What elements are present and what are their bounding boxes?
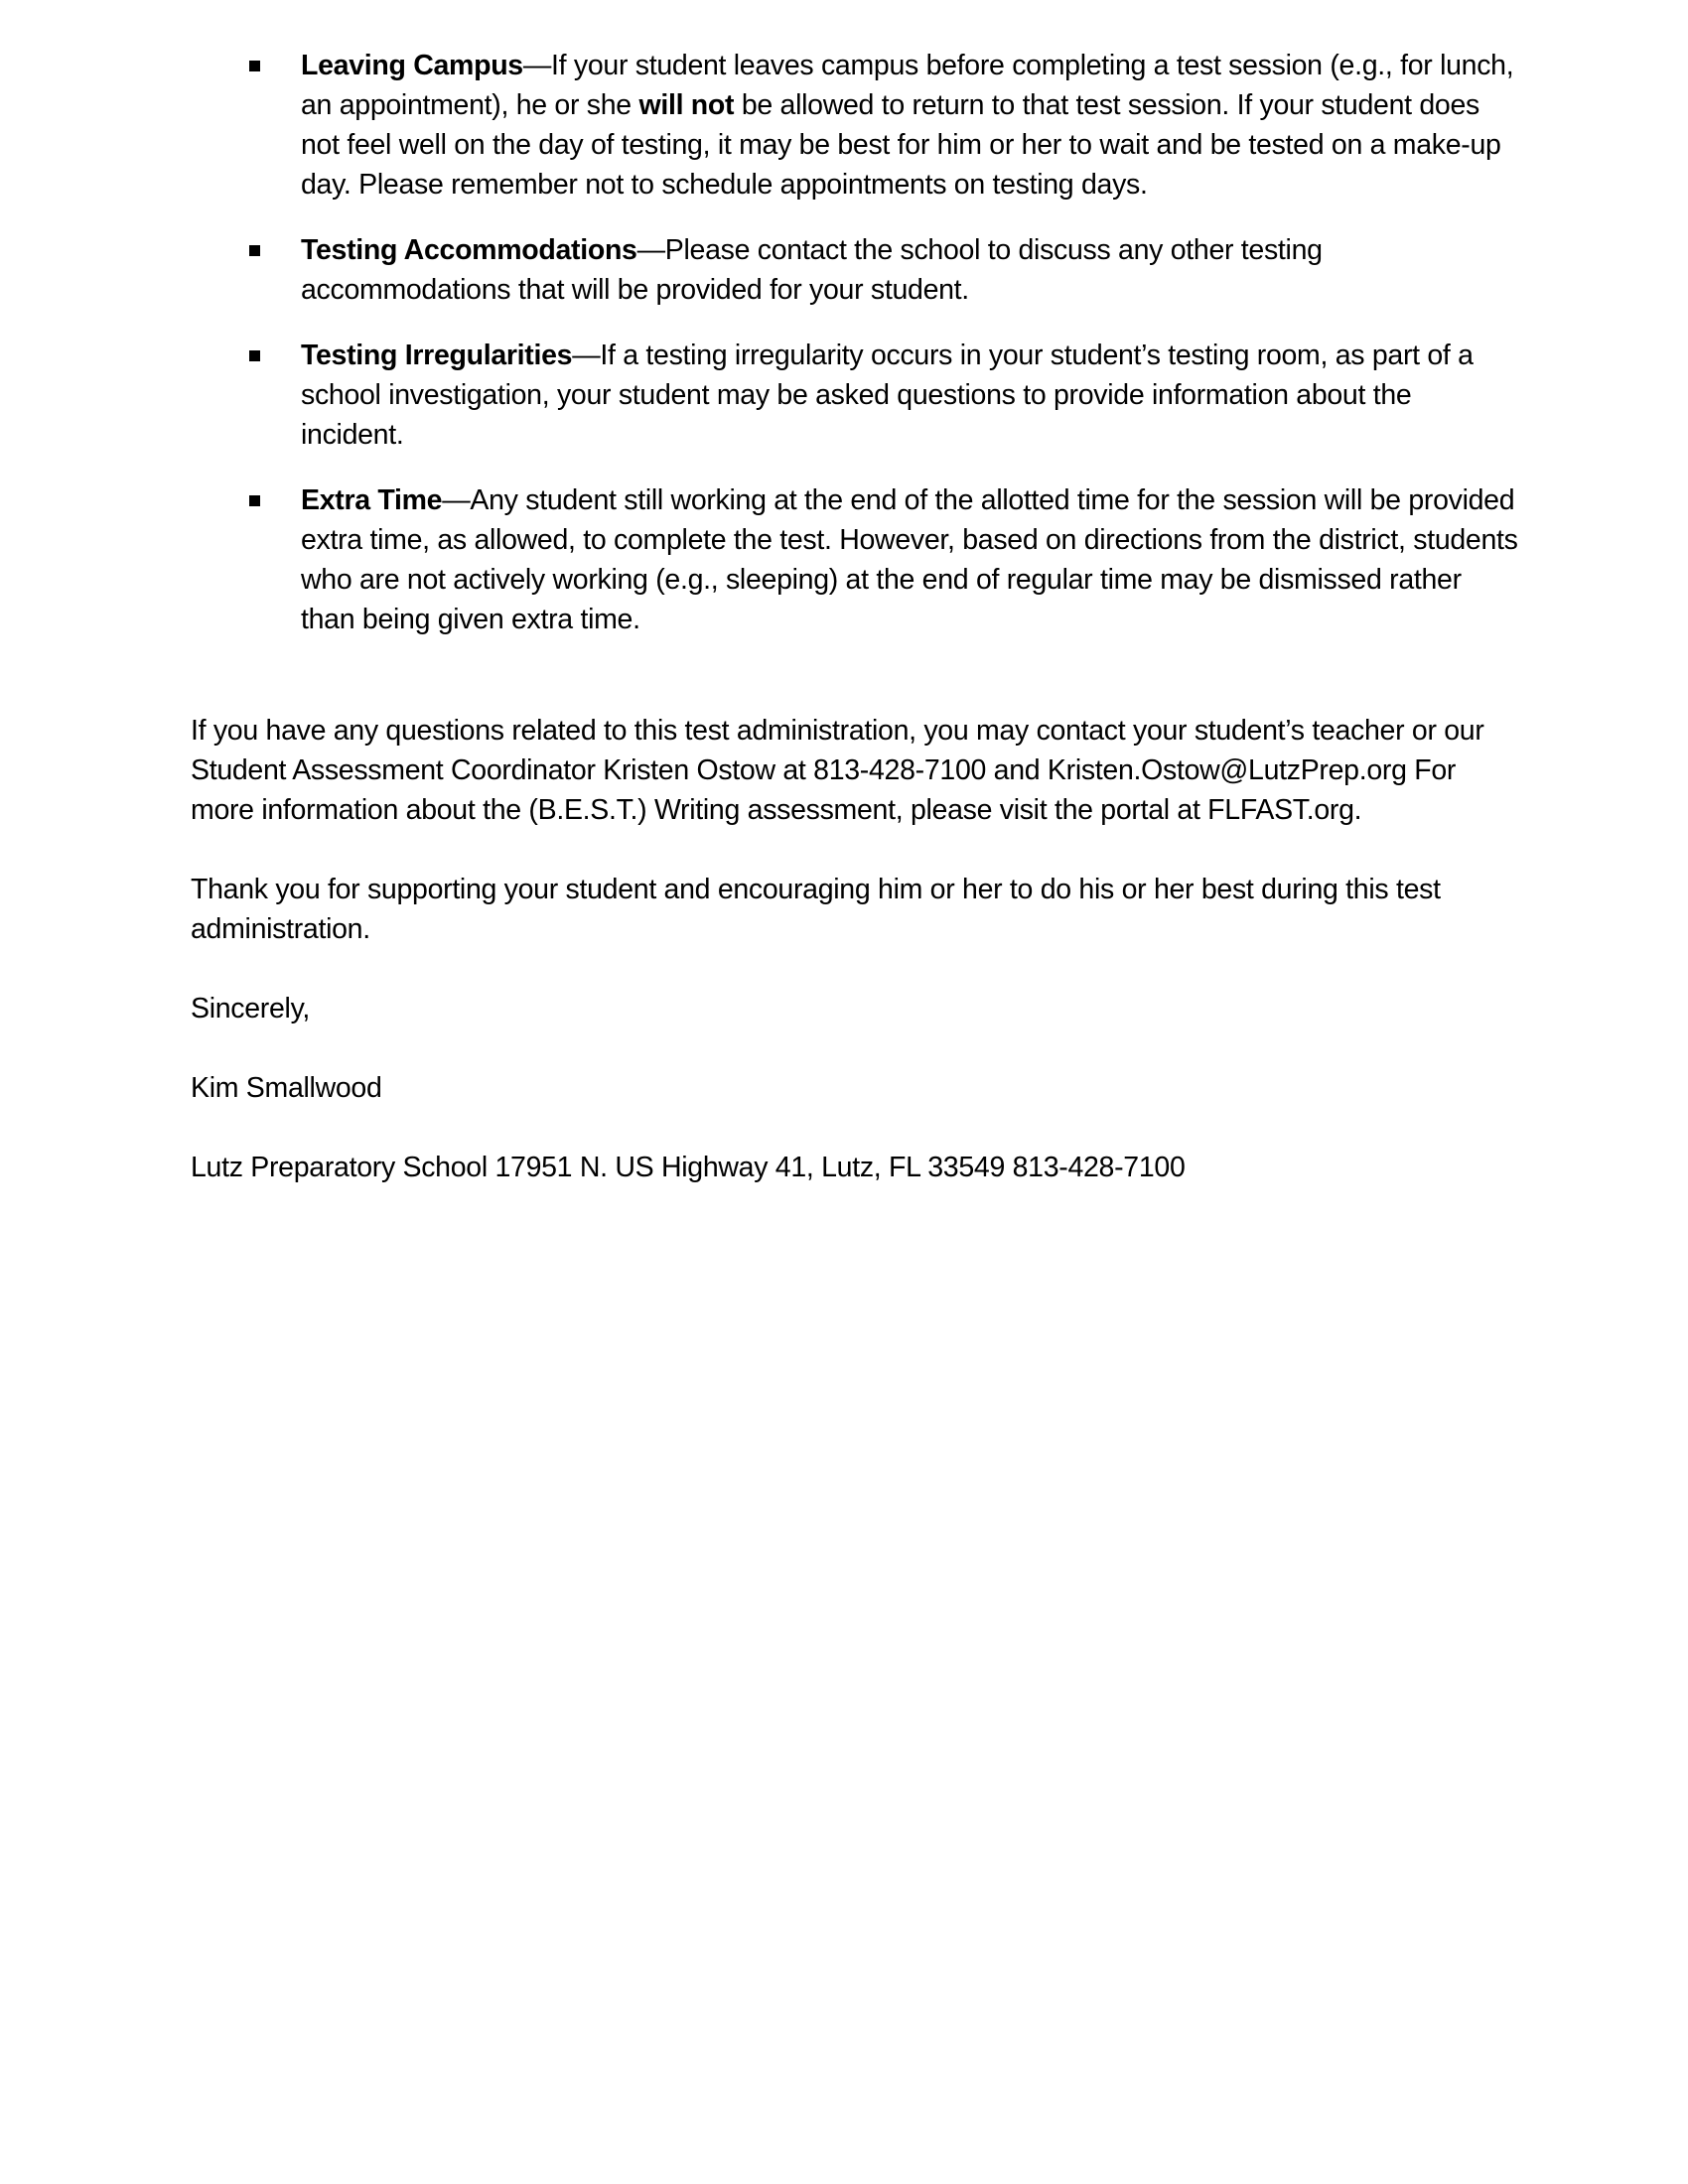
signature-name: Kim Smallwood — [191, 1072, 382, 1104]
list-item — [191, 480, 1519, 639]
school-address-line: Lutz Preparatory School 17951 N. US Highway 41, Lutz, FL 33549 813-428-7100 — [191, 1152, 1186, 1183]
list-item-text: Testing Accommodations—Please contact the school to discuss any other testing accommodations that will be provided for your student. — [301, 234, 1323, 306]
bullet-square-icon — [249, 350, 260, 361]
closing-line: Sincerely, — [191, 993, 311, 1024]
bullet-list — [191, 46, 1519, 639]
list-item — [191, 230, 1519, 310]
contact-paragraph: If you have any questions related to this test administration, you may contact your student’s teacher or our Student Assessment Coordinator Kristen Ostow at 813-428-7100 and Kristen.Ostow@LutzPrep.org For more information about the (B.E.S.T.) Writing assessment, please visit the portal at FLFAST.org. — [191, 715, 1484, 826]
list-item-text: Testing Irregularities—If a testing irregularity occurs in your student’s testing room, as part of a school investigation, your student may be asked questions to provide information about the incident. — [301, 340, 1474, 451]
list-item — [191, 46, 1519, 205]
thanks-paragraph: Thank you for supporting your student and encouraging him or her to do his or her best during this test administration. — [191, 874, 1441, 945]
bullet-square-icon — [249, 61, 260, 71]
list-item — [191, 336, 1519, 455]
letter-body — [191, 46, 1519, 1187]
list-item-text: Leaving Campus—If your student leaves campus before completing a test session (e.g., for lunch, an appointment), he or she will not be allowed to return to that test session. If your student does not feel well on the day of testing, it may be best for him or her to wait and be tested on a make-up day. Please remember not to schedule appointments on testing days. — [301, 50, 1514, 201]
bullet-square-icon — [249, 245, 260, 256]
bullet-square-icon — [249, 495, 260, 506]
list-item-text: Extra Time—Any student still working at the end of the allotted time for the session will be provided extra time, as allowed, to complete the test. However, based on directions from the district, students who are not actively working (e.g., sleeping) at the end of regular time may be dismissed rather than being given extra time. — [301, 484, 1518, 635]
